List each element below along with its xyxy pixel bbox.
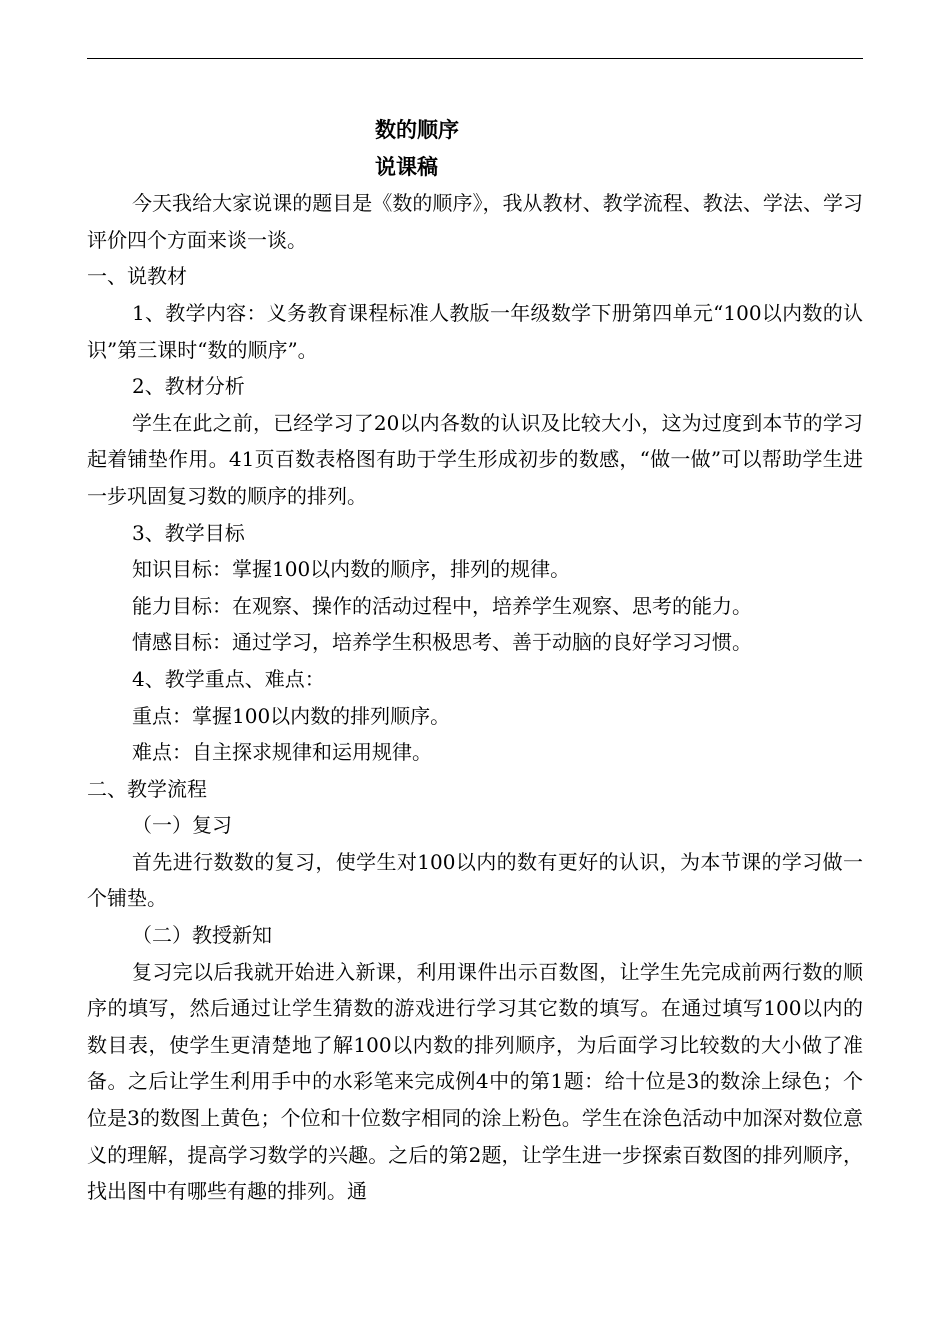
- document-title: 数的顺序: [375, 117, 459, 142]
- section2-heading: 二、教学流程: [87, 776, 207, 801]
- review-heading: （一）复习: [132, 813, 232, 838]
- goal-ability: 能力目标：在观察、操作的活动过程中，培养学生观察、思考的能力。: [132, 593, 752, 618]
- document-subtitle: 说课稿: [375, 153, 438, 179]
- review-text: 首先进行数数的复习，使学生对100以内的数有更好的认识，为本节课的学习做一个铺垫。: [87, 849, 863, 911]
- section1-heading: 一、说教材: [87, 264, 187, 289]
- goal-knowledge: 知识目标：掌握100以内数的顺序，排列的规律。: [132, 557, 571, 582]
- material-analysis-text: 学生在此之前，已经学习了20以内各数的认识及比较大小，这为过度到本节的学习起着铺垫作用。41页百数表格图有助于学生形成初步的数感，“做一做”可以帮助学生进一步巩固复习数的顺序的排列。: [87, 410, 863, 508]
- new-knowledge-heading: （二）教授新知: [132, 923, 272, 948]
- intro-paragraph: 今天我给大家说课的题目是《数的顺序》，我从教材、教学流程、教法、学法、学习评价四个方面来谈一谈。: [87, 191, 863, 252]
- difficult-point: 难点：自主探求规律和运用规律。: [132, 740, 432, 765]
- new-knowledge-text: 复习完以后我就开始进入新课，利用课件出示百数图，让学生先完成前两行数的顺序的填写，然后通过让学生猜数的游戏进行学习其它数的填写。在通过填写100以内的数目表，使学生更清楚地了解100以内数的排列顺序，为后面学习比较数的大小做了准备。之后让学生利用手中的水彩笔来完成例4中的第1题：给十位是3的数涂上绿色；个位是3的数图上黄色；个位和十位数字相同的涂上粉色。学生在涂色活动中加深对数位意义的理解，提高学习数学的兴趣。之后的第2题，让学生进一步探索百数图的排列顺序，找出图中有哪些有趣的排列。通: [87, 959, 863, 1204]
- key-point: 重点：掌握100以内数的排列顺序。: [132, 703, 451, 728]
- material-analysis-heading: 2、教材分析: [132, 374, 245, 399]
- key-difficult-heading: 4、教学重点、难点：: [132, 666, 325, 691]
- teaching-content: 1、教学内容：义务教育课程标准人教版一年级数学下册第四单元“100以内数的认识”第三课时“数的顺序”。: [87, 300, 863, 362]
- teaching-goals-heading: 3、教学目标: [132, 520, 245, 545]
- header-rule: [87, 58, 863, 59]
- document-body: [87, 112, 863, 1210]
- goal-emotion: 情感目标：通过学习，培养学生积极思考、善于动脑的良好学习习惯。: [132, 630, 752, 655]
